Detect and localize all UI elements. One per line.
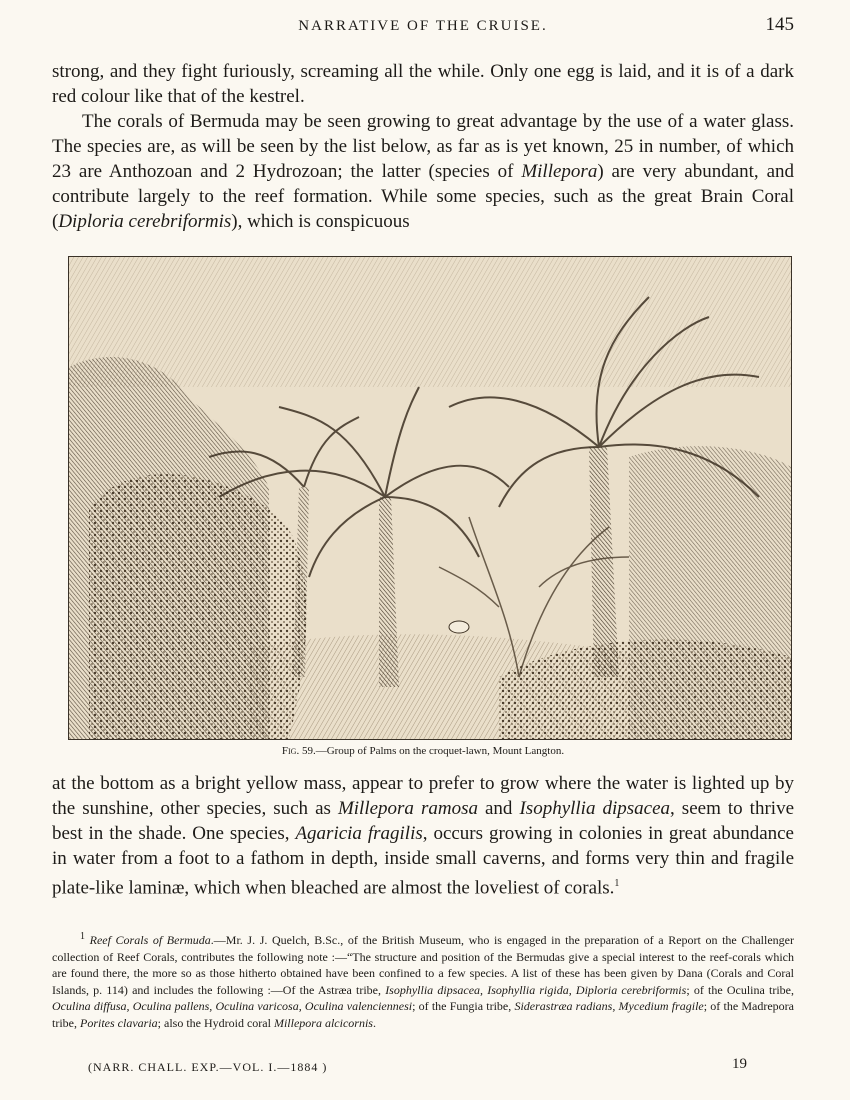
- species-name: Diploria cerebriformis: [58, 211, 232, 232]
- footnote-marker: 1: [80, 931, 85, 942]
- book-page: [52, 0, 794, 1100]
- page-footer: [52, 1056, 794, 1078]
- page-header: [52, 14, 794, 42]
- page-number: 145: [765, 14, 794, 35]
- footnote-title: Reef Corals of Bermuda: [89, 933, 211, 947]
- paragraph-corals: The corals of Bermuda may be seen growing to great advantage by the use of a water glass. The species are, as will be seen by the list below, as far as is yet known, 25 in number, of which 23 are Anthozoan and 2 Hydrozoan; the latter (species of Millepora) are very abundant, and contribute largely to the reef formation. While some species, such as the great Brain Coral (Diploria cerebriformis), which is conspicuous: [52, 111, 795, 232]
- text-block-top: [52, 59, 794, 234]
- footnote: $^1$ Reef Corals of Bermuda.—Mr. J. J. Quelch, B.Sc., of the British Museum, who is engaged in the preparation of a Report on the Challenger collection of Reef Corals, contributes the following note :—“The structure and position of the Bermudas give a special interest to the reef-corals which are found there, the more so as those hitherto obtained have been confined to a few species. A list of these has been given by Dana (Corals and Coral Islands, p. 114) and includes the following :—Of the Astræa tribe, Isophyllia dipsacea, Isophyllia rigida, Diploria cerebriformis; of the Oculina tribe, Oculina diffusa, Oculina pallens, Oculina varicosa, Oculina valenciennesi; of the Fungia tribe, Siderastræa radians, Mycedium fragile; of the Madrepora tribe, Porites clavaria; also the Hydroid coral Millepora alcicornis.: [52, 931, 795, 1030]
- figure-label: Fig. 59.: [281, 745, 316, 757]
- species-name: Millepora: [521, 161, 598, 182]
- paragraph-continuation: strong, and they fight furiously, screaming all the while. Only one egg is laid, and it is of a dark red colour like that of the kestrel.: [52, 61, 794, 107]
- running-head: NARRATIVE OF THE CRUISE.: [298, 18, 548, 34]
- footnote-reference: 1: [614, 878, 620, 889]
- species-name: Isophyllia dipsacea: [519, 798, 671, 819]
- signature-number: 19: [732, 1056, 747, 1072]
- palm-engraving-illustration: [69, 257, 791, 739]
- signature-mark: (NARR. CHALL. EXP.—VOL. I.—1884 ): [88, 1060, 328, 1074]
- paragraph-continued: at the bottom as a bright yellow mass, appear to prefer to grow where the water is lighted up by the sunshine, other species, such as Millepora ramosa and Isophyllia dipsacea, seem to thrive best in the shade. One species, Agaricia fragilis, occurs growing in colonies in great abundance in water from a foot to a fathom in depth, inside small caverns, and forms very thin and fragile plate-like laminæ, which when bleached are almost the loveliest of corals.$^1$: [52, 773, 795, 899]
- figure-caption-text: —Group of Palms on the croquet-lawn, Mount Langton.: [315, 745, 565, 757]
- figure-caption: [52, 745, 794, 757]
- figure-engraving: [68, 256, 792, 740]
- species-name: Millepora ramosa: [337, 798, 478, 819]
- species-name: Agaricia fragilis: [295, 823, 423, 844]
- text-block-bottom: [52, 771, 794, 900]
